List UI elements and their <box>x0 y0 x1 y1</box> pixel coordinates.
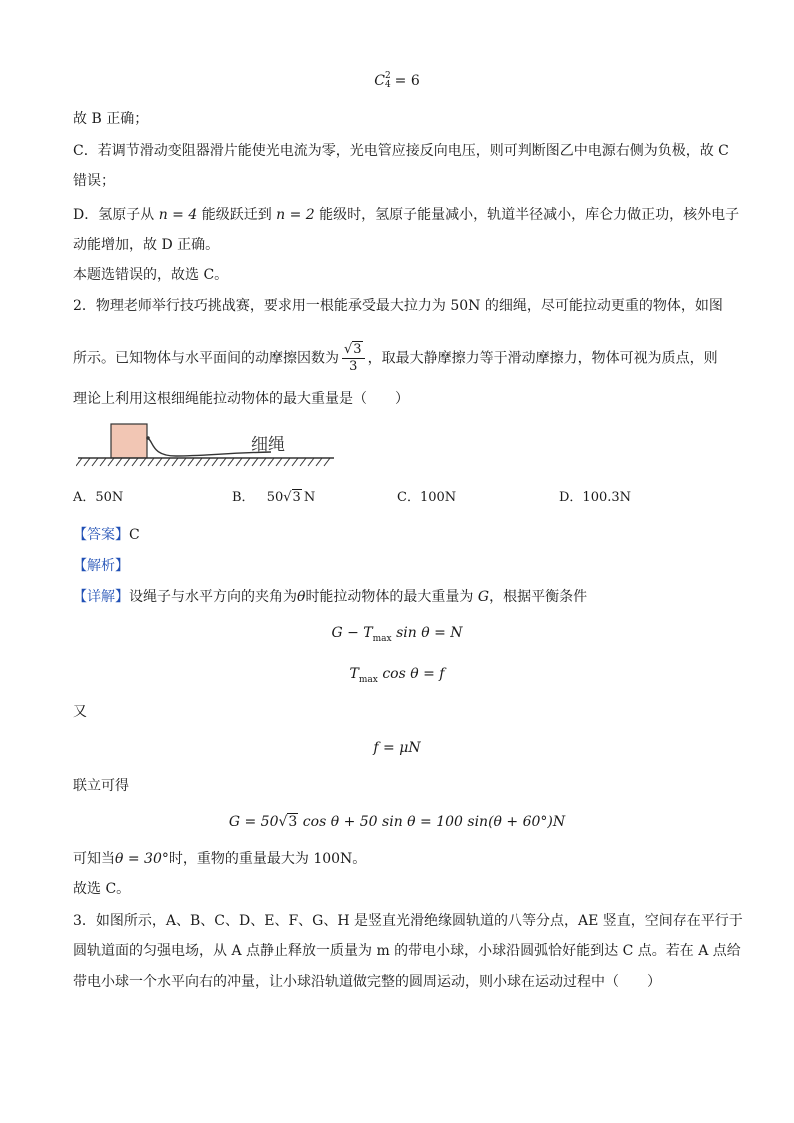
combination-sup: 2 <box>384 71 391 81</box>
q2-line-2-b: ，取最大静摩擦力等于滑动摩擦力，物体可视为质点，则 <box>367 350 718 367</box>
d-line-2: 动能增加，故 D 正确。 <box>73 237 220 253</box>
analysis-tag: 【解析】 <box>73 558 129 574</box>
rope-label: 细绳 <box>251 435 285 455</box>
equation-1: $G - T_{max}$ sin θ = N <box>331 625 463 644</box>
detail-c: ，根据平衡条件 <box>489 589 588 605</box>
combination-sub: 4 <box>384 80 391 90</box>
q2-figure <box>76 420 336 468</box>
q2-line-3: 理论上利用这根细绳能拉动物体的最大重量是（ ） <box>73 391 409 407</box>
conclusion-eq: θ = 30° <box>115 851 169 867</box>
d-n4: n = 4 <box>158 207 198 223</box>
analysis-line <box>73 557 129 575</box>
d-line-1 <box>73 206 739 224</box>
detail-G: G <box>477 589 490 605</box>
combination-base: C <box>374 73 385 89</box>
detail-tag: 【详解】 <box>73 589 129 605</box>
rope-knot <box>146 436 150 440</box>
option-b-unit: N <box>303 490 316 505</box>
q2-line-2-a: 所示。已知物体与水平面间的动摩擦因数为 <box>73 350 339 367</box>
q3-line-2: 圆轨道面的匀强电场，从 A 点静止释放一质量为 m 的带电小球，小球沿圆弧恰好能到达 C 点。若在 A 点给 <box>73 943 741 959</box>
option-b-prefix: B． <box>232 490 255 505</box>
q2-fraction-num: 3 <box>353 342 362 357</box>
option-b: B． 50√3 N <box>232 490 316 505</box>
q3-line-3: 带电小球一个水平向右的冲量，让小球沿轨道做完整的圆周运动，则小球在运动过程中（ ） <box>73 974 661 990</box>
combination-equation <box>0 72 794 90</box>
b-correct-line: 故 B 正确； <box>73 111 149 127</box>
d-line-1-c: 能级时，氢原子能量减小，轨道半径减小，库仑力做正功，核外电子 <box>319 207 740 223</box>
c-line-2: 错误； <box>73 173 115 189</box>
conclusion-line: 可知当θ = 30°时，重物的重量最大为 100N。 <box>73 851 367 867</box>
q1-conclusion: 本题选错误的，故选 C。 <box>73 267 229 283</box>
detail-a: 设绳子与水平方向的夹角为 <box>129 589 297 605</box>
option-c: C．100N <box>397 490 457 505</box>
detail-line <box>73 588 587 606</box>
detail-b: 时能拉动物体的最大重量为 <box>305 589 474 605</box>
block-object <box>111 424 147 458</box>
equation-3: f = μN <box>373 740 421 756</box>
combination-value: = 6 <box>394 73 420 89</box>
d-line-1-b: 能级跃迁到 <box>201 207 272 223</box>
answer-value: C <box>129 527 140 543</box>
answer-line <box>73 526 140 544</box>
option-b-rad: 3 <box>292 490 301 505</box>
equation-4: G = 50√3 cos θ + 50 sin θ = 100 sin(θ + 60°)N <box>228 814 566 830</box>
c-line-1: C．若调节滑动变阻器滑片能使光电流为零，光电管应接反向电压，则可判断图乙中电源右侧为负极，故 C <box>73 143 729 159</box>
answer-tag: 【答案】 <box>73 527 129 543</box>
q2-fraction: $\frac{√3}{3}$ <box>342 342 365 375</box>
d-line-1-a: D．氢原子从 <box>73 207 155 223</box>
d-n2: n = 2 <box>276 207 315 223</box>
equation-2: $T_{max}$ cos θ = f <box>349 666 445 685</box>
option-a: A．50N <box>73 490 124 505</box>
q2-line-1: 2．物理老师举行技巧挑战赛，要求用一根能承受最大拉力为 50N 的细绳，尽可能拉动更重的物体，如图 <box>73 298 723 314</box>
combine-label: 联立可得 <box>73 778 129 794</box>
detail-theta: θ <box>297 589 306 605</box>
q3-line-1: 3．如图所示，A、B、C、D、E、F、G、H 是竖直光滑绝缘圆轨道的八等分点，AE 竖直，空间存在平行于 <box>73 913 743 929</box>
option-d: D．100.3N <box>559 490 632 505</box>
ground-hatching <box>76 458 330 466</box>
choose-line: 故选 C。 <box>73 881 131 897</box>
option-b-coef: 50 <box>266 490 284 505</box>
also-label: 又 <box>73 704 87 720</box>
q2-fraction-den: 3 <box>349 359 358 374</box>
q2-line-2 <box>73 342 718 375</box>
